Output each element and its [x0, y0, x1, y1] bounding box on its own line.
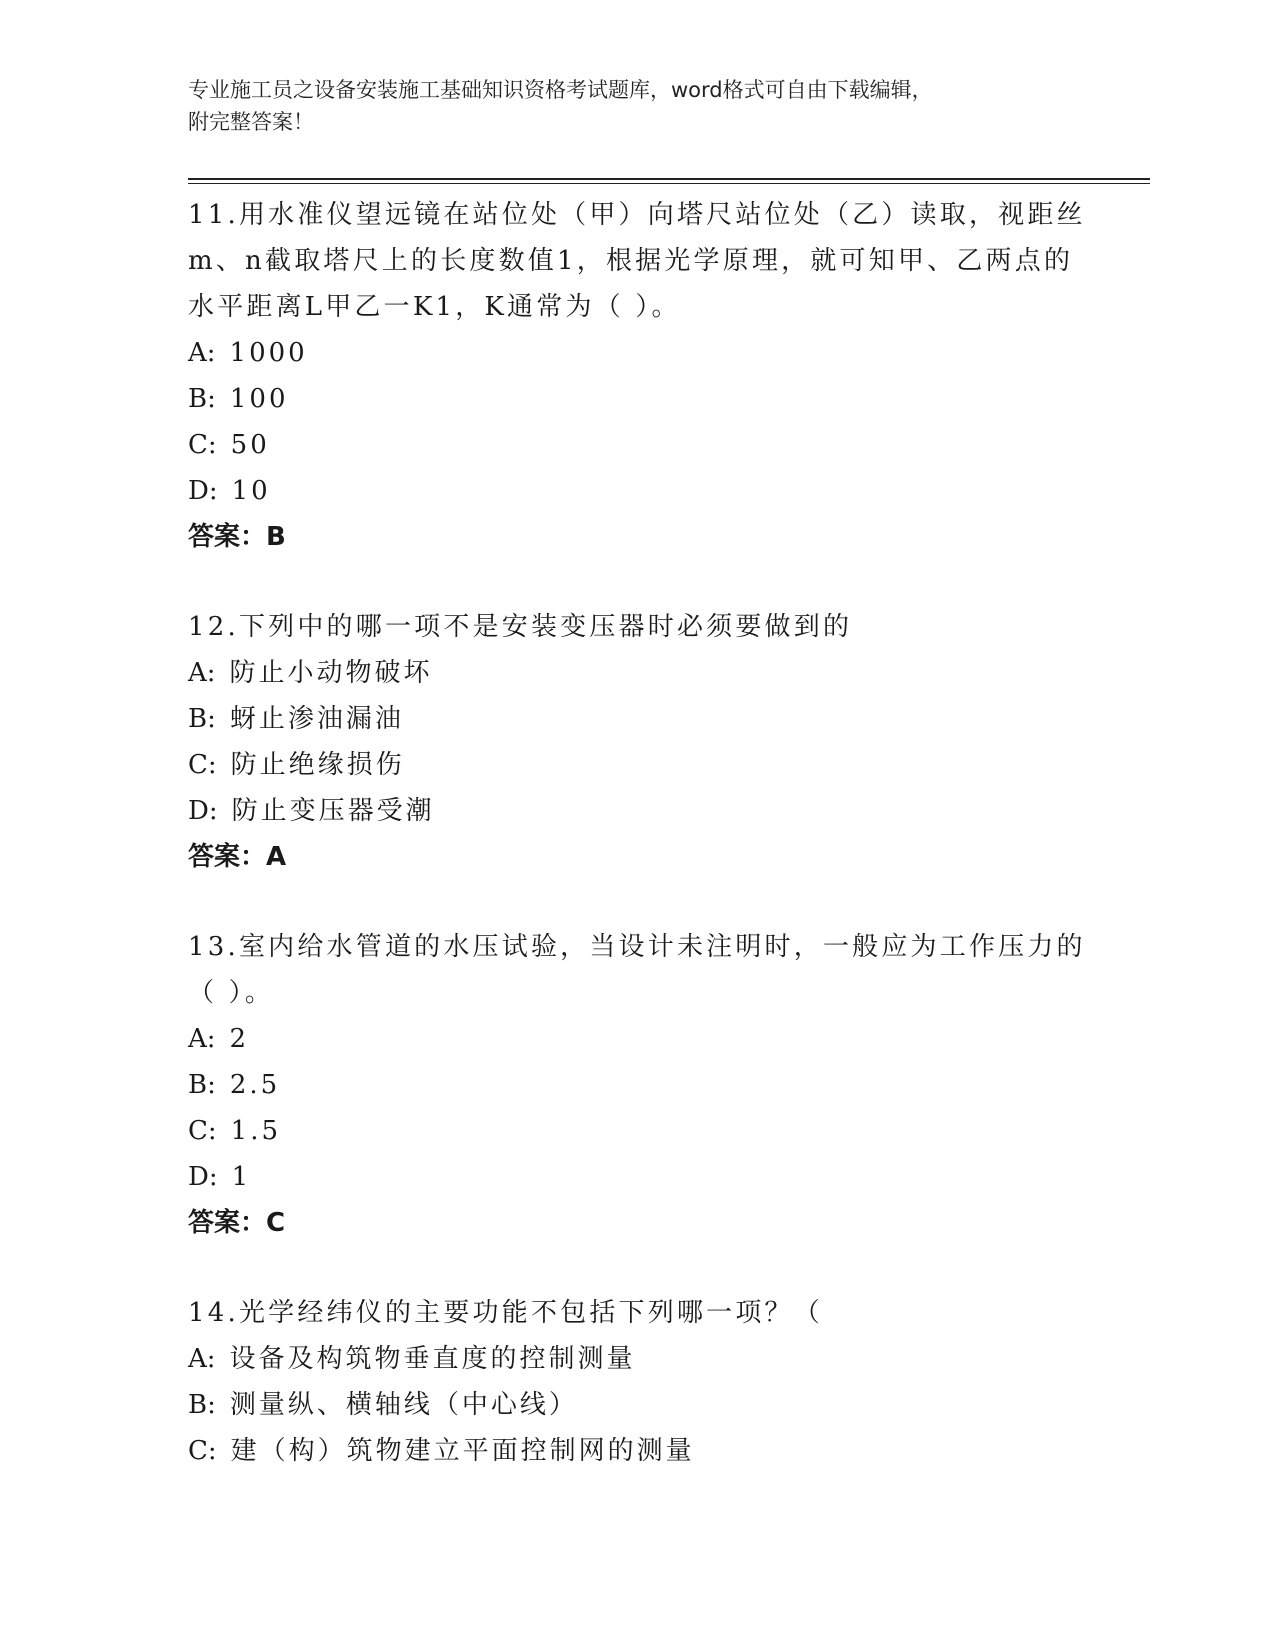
option-key: B: [188, 384, 216, 414]
header-line-1: 专业施工员之设备安装施工基础知识资格考试题库，word格式可自由下载编辑， [188, 78, 933, 102]
question-text-line: （ ）。 [188, 978, 275, 1008]
question-text-line: 11.用水准仪望远镜在站位处（甲）向塔尺站位处（乙）读取，视距丝 [188, 200, 1086, 230]
option-key: C: [188, 750, 217, 780]
answer-option [188, 330, 1088, 376]
option-text: 2.5 [229, 1070, 281, 1100]
option-key: C: [188, 1116, 217, 1146]
option-text: 1.5 [230, 1116, 282, 1146]
option-text: 建（构）筑物建立平面控制网的测量 [230, 1436, 695, 1466]
header-line-2: 附完整答案！ [188, 110, 314, 134]
question-text-line: 13.室内给水管道的水压试验，当设计未注明时，一般应为工作压力的 [188, 932, 1086, 962]
answer-option [188, 742, 1088, 788]
question-block [188, 1290, 1088, 1474]
option-key: A: [188, 1344, 216, 1374]
question-list [188, 192, 1088, 1474]
answer-option [188, 788, 1088, 834]
option-key: B: [188, 1390, 216, 1420]
option-text: 测量纵、横轴线（中心线） [229, 1390, 578, 1420]
option-text: 10 [231, 476, 271, 506]
option-key: A: [188, 1024, 216, 1054]
option-key: C: [188, 1436, 217, 1466]
answer-option [188, 422, 1088, 468]
answer-key: 答案：C [188, 1208, 286, 1238]
answer-option [188, 1154, 1088, 1200]
answer-option [188, 696, 1088, 742]
option-text: 防止变压器受潮 [231, 796, 435, 826]
option-text: 2 [229, 1024, 250, 1054]
answer-option [188, 1062, 1088, 1108]
option-text: 50 [230, 430, 270, 460]
option-key: D: [188, 796, 218, 826]
option-text: 防止小动物破坏 [229, 658, 433, 688]
answer-option [188, 1428, 1088, 1474]
header-divider-top [188, 178, 1150, 180]
option-text: 100 [229, 384, 289, 414]
answer-option [188, 1336, 1088, 1382]
option-key: B: [188, 1070, 216, 1100]
question-text-line: m、n截取塔尺上的长度数值1，根据光学原理，就可知甲、乙两点的 [188, 246, 1074, 276]
answer-option [188, 468, 1088, 514]
option-key: A: [188, 338, 216, 368]
option-key: B: [188, 704, 216, 734]
answer-option [188, 376, 1088, 422]
header-divider-bottom [188, 183, 1150, 184]
question-block [188, 192, 1088, 560]
answer-option [188, 1108, 1088, 1154]
option-key: D: [188, 476, 218, 506]
question-block [188, 604, 1088, 880]
option-text: 防止绝缘损伤 [230, 750, 405, 780]
option-key: A: [188, 658, 216, 688]
option-text: 蚜止渗油漏油 [229, 704, 404, 734]
question-text-line: 14.光学经纬仪的主要功能不包括下列哪一项？（ [188, 1298, 823, 1328]
option-text: 1 [231, 1162, 252, 1192]
answer-key: 答案：B [188, 522, 286, 552]
option-text: 设备及构筑物垂直度的控制测量 [229, 1344, 636, 1374]
question-block [188, 924, 1088, 1246]
option-key: D: [188, 1162, 218, 1192]
answer-option [188, 650, 1088, 696]
answer-option [188, 1016, 1088, 1062]
question-text-line: 水平距离L甲乙一K1，K通常为（ ）。 [188, 292, 681, 322]
option-key: C: [188, 430, 217, 460]
answer-key: 答案：A [188, 842, 287, 872]
answer-option [188, 1382, 1088, 1428]
question-text-line: 12.下列中的哪一项不是安装变压器时必须要做到的 [188, 612, 853, 642]
document-header [188, 74, 1088, 138]
option-text: 1000 [229, 338, 308, 368]
